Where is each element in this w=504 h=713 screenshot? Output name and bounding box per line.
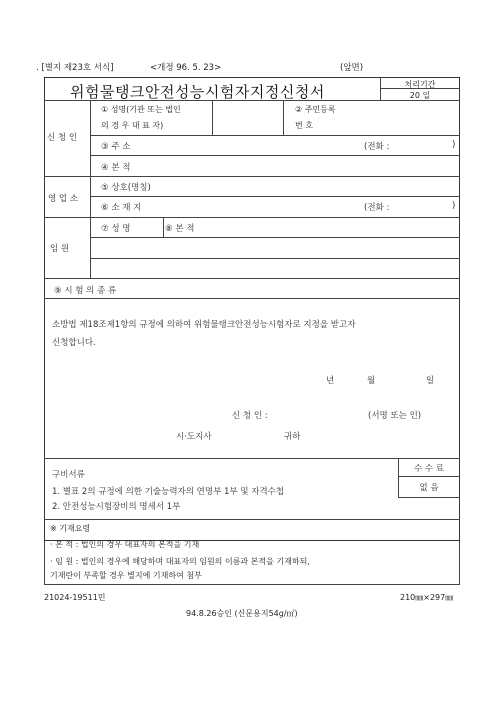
- form-code: 21024-19511민: [44, 593, 106, 602]
- address-phone-close: ): [452, 140, 456, 150]
- document-item-2: 2. 안전성능시험장비의 명세서 1부: [52, 502, 181, 512]
- notes-line-3: 기재란이 부족할 경우 별지에 기재하여 첨부: [50, 571, 202, 580]
- officer-name-label: ⑦ 성 명: [101, 224, 131, 234]
- fee-value: 없 음: [419, 483, 439, 493]
- location-phone-label: (전화 :: [364, 203, 390, 213]
- address-label: ③ 주 소: [101, 142, 131, 152]
- officers-section-label: 임 원: [50, 244, 70, 254]
- officer-domicile-label: ⑧ 본 적: [165, 224, 195, 234]
- fee-label: 수 수 료: [413, 464, 445, 474]
- domicile-label: ④ 본 적: [101, 163, 131, 173]
- location-phone-close: ): [452, 201, 456, 211]
- location-label: ⑥ 소 재 지: [101, 203, 142, 213]
- date-month-label: 월: [367, 376, 376, 386]
- honorific-label: 귀하: [284, 432, 301, 442]
- processing-period-label: 처리기간: [404, 80, 436, 89]
- processing-period-value: 20 일: [409, 91, 431, 100]
- form-title: 위험물탱크안전성능시험자지정신청서: [70, 83, 325, 101]
- date-year-label: 년: [326, 376, 335, 386]
- revision-note: <개정 96. 5. 23>: [150, 63, 222, 73]
- paper-size: 210㎜×297㎜: [400, 593, 454, 602]
- date-day-label: 일: [426, 376, 435, 386]
- documents-title: 구비서류: [52, 470, 85, 480]
- side-indicator: (앞면): [340, 63, 364, 73]
- trade-name-label: ⑤ 상호(명칭): [101, 183, 151, 193]
- business-section-label: 영 업 소: [48, 194, 79, 204]
- test-type-label: ⑨ 시 험 의 종 류: [54, 286, 117, 296]
- recipient-label: 시·도지사: [176, 432, 212, 442]
- notes-title: ※ 기재요령: [50, 524, 91, 533]
- applicant-name-label: ① 성명(기관 또는 법인: [101, 105, 181, 114]
- address-phone-label: (전화 :: [364, 142, 390, 152]
- resident-number-label-2: 번 호: [295, 121, 313, 130]
- applicant-section-label: 신 청 인: [47, 133, 78, 143]
- applicant-signature-label: 신 청 인 :: [232, 411, 268, 421]
- notes-line-2: · 임 원 : 법인의 경우에 해당하며 대표자의 임원의 이름과 본적을 기재하되,: [50, 557, 310, 566]
- sign-or-seal-label: (서명 또는 인): [368, 411, 422, 421]
- statement-line-1: 소방법 제18조제1항의 규정에 의하여 위험물탱크안전성능시험자로 지정을 받고자: [52, 320, 356, 330]
- resident-number-label: ② 주민등록: [295, 105, 336, 114]
- approval-note: 94.8.26승인 (신문용지54g/㎡): [186, 609, 298, 618]
- applicant-name-label-2: 의 경 우 대 표 자): [101, 121, 164, 130]
- statement-line-2: 신청합니다.: [52, 338, 96, 348]
- form-number: . [별지 제23호 서식]: [36, 63, 114, 73]
- document-item-1: 1. 별표 2의 규정에 의한 기술능력자의 연명부 1부 및 자격수첩: [52, 487, 285, 497]
- notes-line-1: · 본 적 : 법인의 경우 대표자의 본적을 기재: [50, 540, 200, 549]
